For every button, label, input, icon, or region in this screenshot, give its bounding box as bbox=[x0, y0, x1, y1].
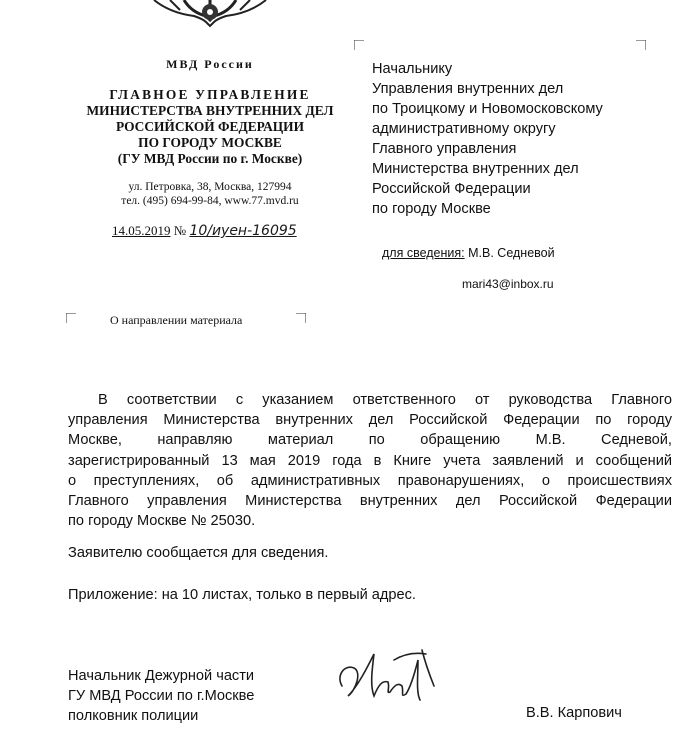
address-line: ул. Петровка, 38, Москва, 127994 bbox=[128, 181, 292, 193]
date-number-line bbox=[112, 223, 352, 239]
document-date: 14.05.2019 bbox=[112, 223, 171, 238]
addressee-line-2: Управления внутренних дел bbox=[372, 81, 564, 97]
signatory-line-3: полковник полиции bbox=[68, 708, 199, 725]
corner-mark-top-left-icon bbox=[354, 40, 364, 50]
corner-mark-subject-left-icon bbox=[66, 313, 76, 323]
signatory-name: В.В. Карпович bbox=[526, 705, 622, 721]
copy-to-line bbox=[382, 246, 555, 260]
addressee-line-3: по Троицкому и Новомосковскому bbox=[372, 101, 603, 117]
hq-line-4: ПО ГОРОДУ МОСКВЕ bbox=[138, 135, 282, 150]
body-line-2: управления Министерства внутренних дел Российской Федерации по городу bbox=[68, 412, 672, 429]
corner-mark-top-right-icon bbox=[636, 40, 646, 50]
signatory-title-block bbox=[68, 666, 254, 727]
corner-mark-subject-right-icon bbox=[296, 313, 306, 323]
document-number: 10/иуен-16095 bbox=[189, 223, 297, 239]
addressee-block bbox=[372, 59, 672, 219]
body-line-4: зарегистрированный 13 мая 2019 года в Книге учета заявлений и сообщений bbox=[68, 452, 672, 469]
addressee-line-4: административному округу bbox=[372, 121, 556, 137]
eagle-emblem-icon bbox=[150, 0, 270, 30]
hq-line-2: МИНИСТЕРСТВА ВНУТРЕННИХ ДЕЛ bbox=[86, 103, 334, 118]
body-line-5: о преступлениях, об административных правонарушениях, о происшествиях bbox=[68, 472, 672, 489]
body-line-3: Москве, направляю материал по обращению М.В. Седневой, bbox=[68, 432, 672, 449]
hq-line-1: ГЛАВНОЕ УПРАВЛЕНИЕ bbox=[109, 87, 311, 102]
addressee-line-6: Министерства внутренних дел bbox=[372, 161, 579, 177]
letter-body bbox=[68, 390, 672, 531]
headquarters-block bbox=[68, 87, 352, 167]
addressee-line-7: Российской Федерации bbox=[372, 181, 531, 197]
ministry-name: МВД России bbox=[166, 57, 254, 71]
addressee-line-1: Начальнику bbox=[372, 61, 453, 77]
number-sign: № bbox=[173, 223, 187, 238]
copy-to-name: М.В. Седневой bbox=[468, 246, 555, 260]
subject-line: О направлении материала bbox=[110, 313, 243, 327]
addressee-line-8: по городу Москве bbox=[372, 201, 491, 217]
attachment-paragraph: Приложение: на 10 листах, только в первый адрес. bbox=[68, 587, 416, 603]
addressee-line-5: Главного управления bbox=[372, 141, 517, 157]
addressee-email: mari43@inbox.ru bbox=[462, 277, 554, 291]
address-block bbox=[110, 180, 310, 208]
signatory-line-1: Начальник Дежурной части bbox=[68, 668, 255, 684]
body-line-1: В соответствии с указанием ответственного от руководства Главного bbox=[98, 392, 672, 408]
hq-line-5: (ГУ МВД России по г. Москве) bbox=[117, 151, 303, 166]
signatory-line-2: ГУ МВД России по г.Москве bbox=[68, 688, 255, 705]
hq-line-3: РОССИЙСКОЙ ФЕДЕРАЦИИ bbox=[115, 119, 305, 134]
body-line-7: по городу Москве № 25030. bbox=[68, 513, 256, 530]
info-paragraph: Заявителю сообщается для сведения. bbox=[68, 545, 329, 561]
contact-line: тел. (495) 694-99-84, www.77.mvd.ru bbox=[121, 195, 299, 207]
body-line-6: Главного управления Министерства внутренних дел Российской Федерации bbox=[68, 493, 672, 510]
copy-to-label: для сведения: bbox=[382, 246, 465, 260]
handwritten-signature-icon bbox=[334, 646, 444, 710]
